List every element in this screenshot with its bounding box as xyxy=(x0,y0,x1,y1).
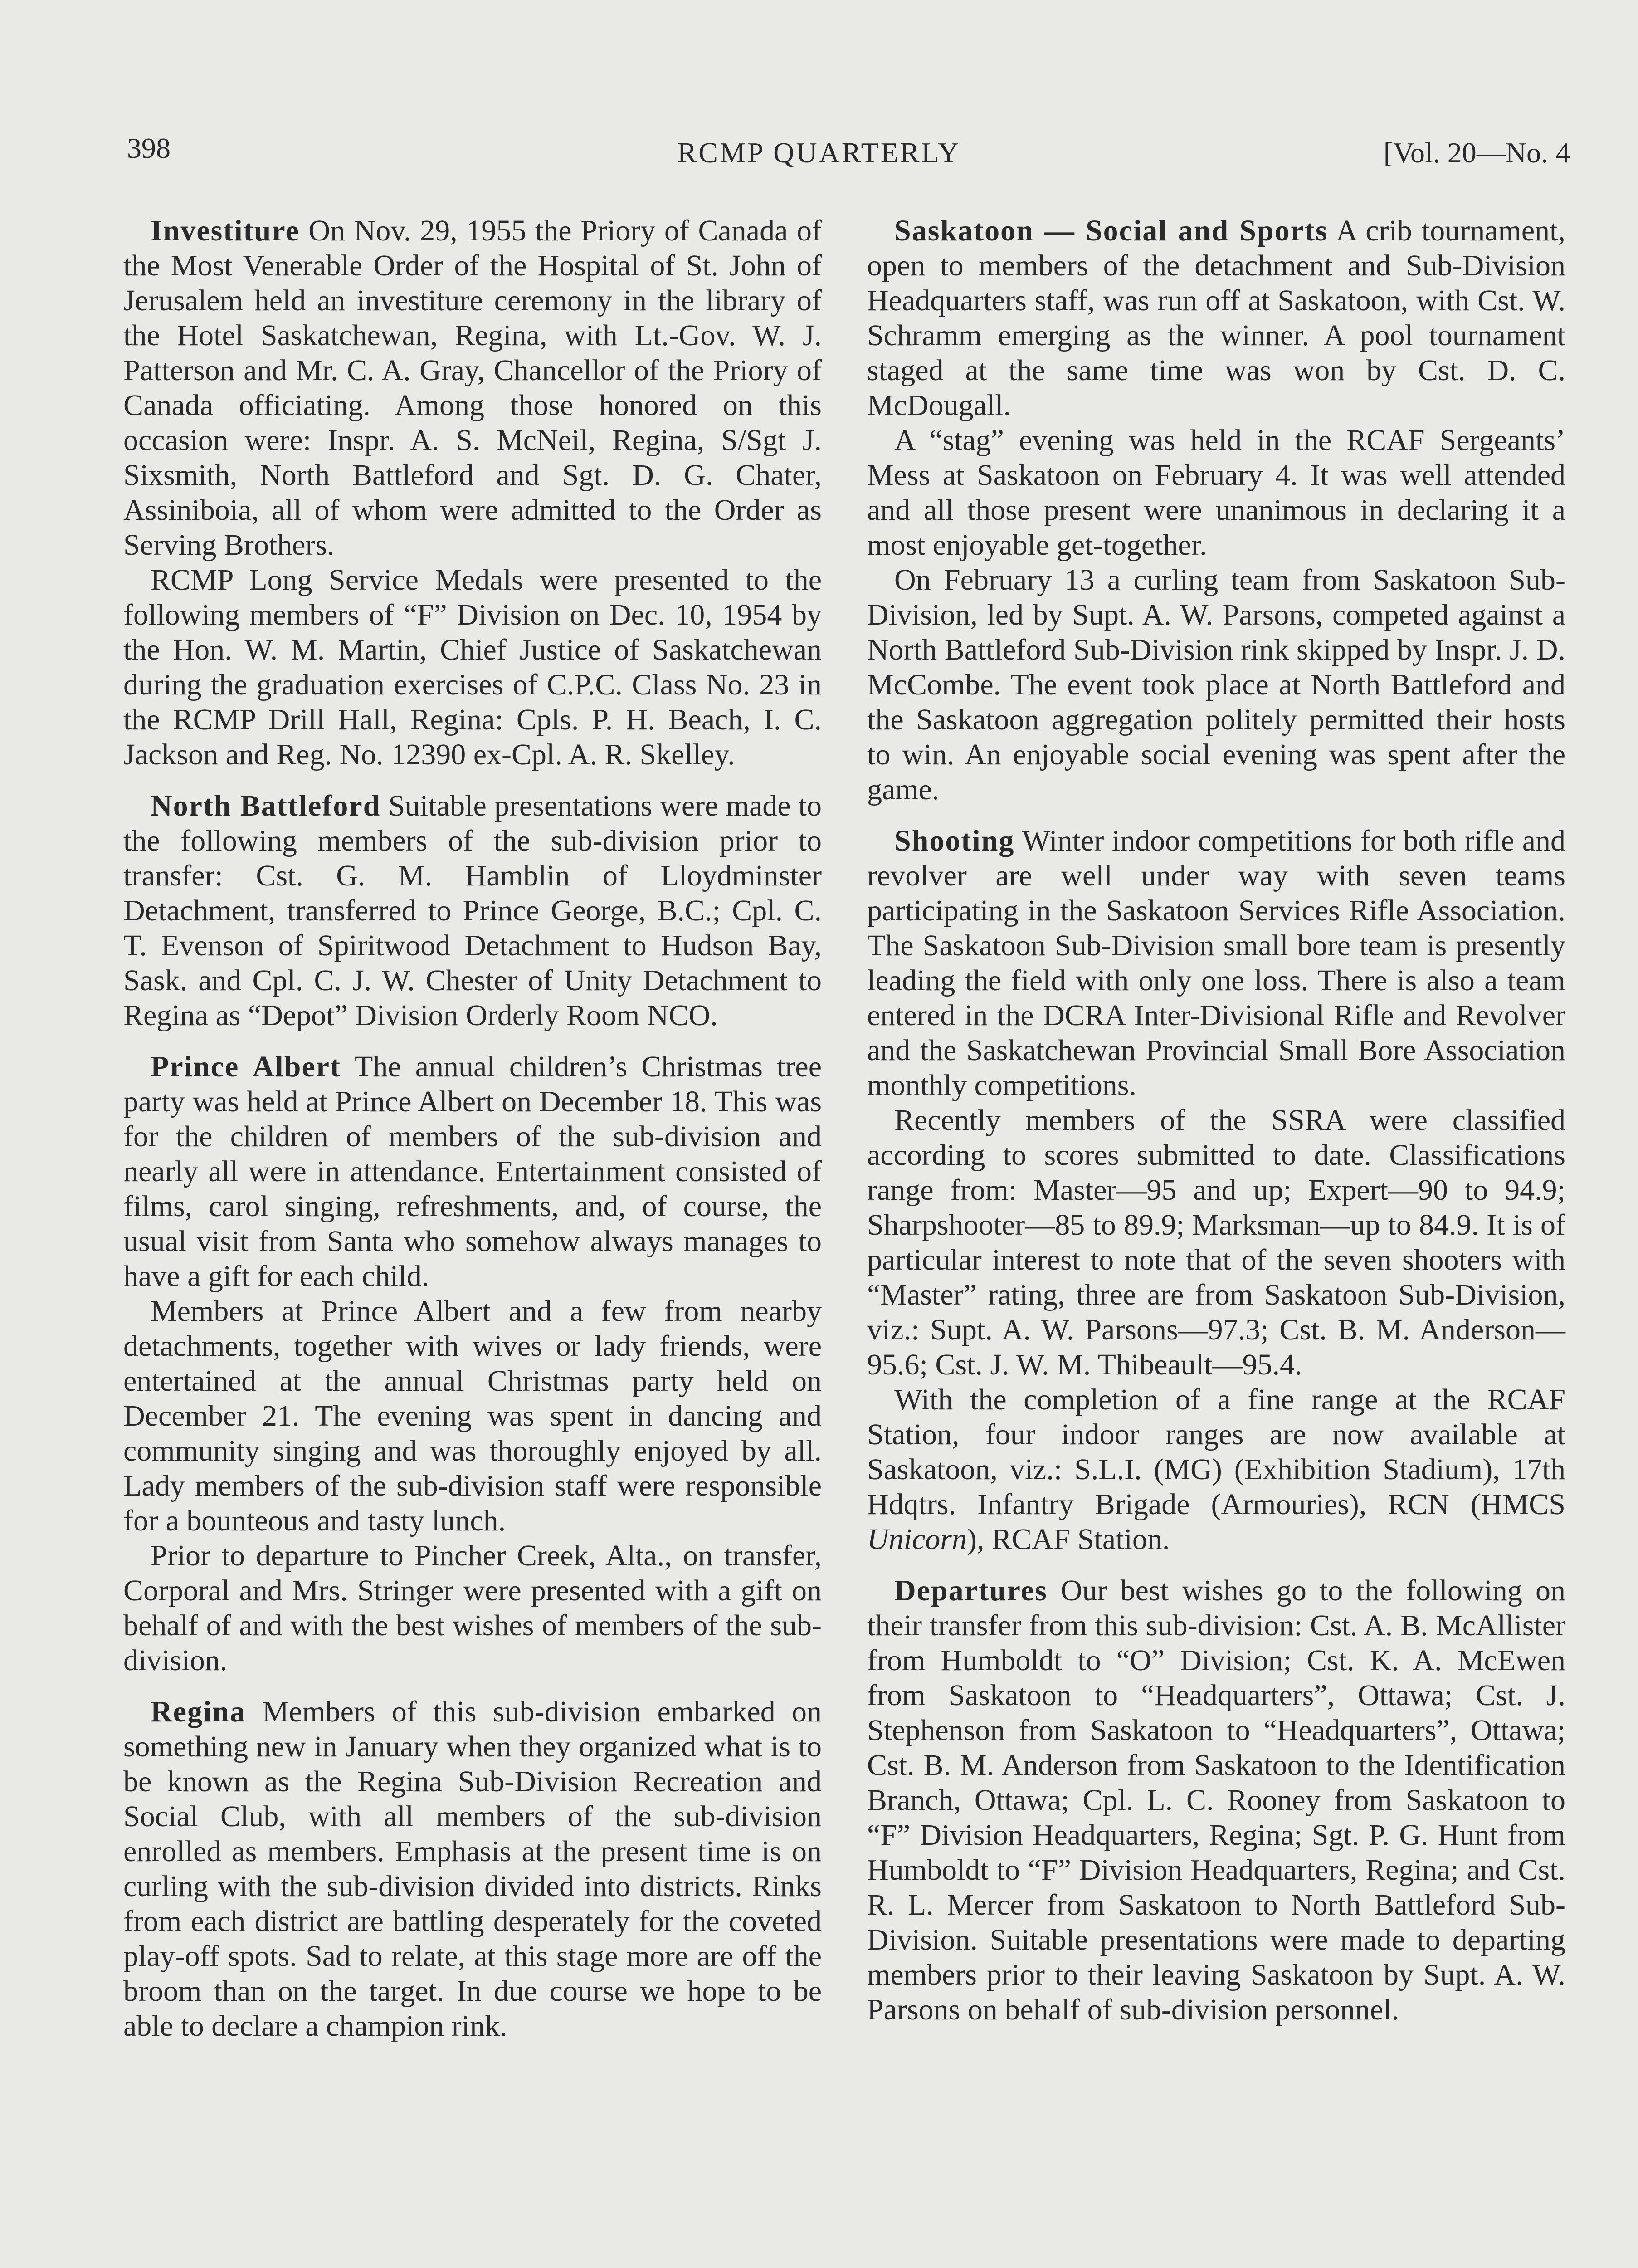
paragraph xyxy=(123,562,822,772)
paragraph-text: Members at Prince Albert and a few from nearby detachments, together with wives or lady friends, were entertained at the annual Christmas party held on December 21. The evening was spent in dancing and community singing and was thoroughly enjoyed by all. Lady members of the sub-division staff were responsible for a bounteous and tasty lunch. xyxy=(123,1295,822,1537)
paragraph xyxy=(867,1382,1565,1557)
paragraph-text: Recently members of the SSRA were classified according to scores submitted to date. Classifications range from: Master—95 and up; Expert—90 to 94.9; Sharpshooter—85 to 89.9; Marksman—up to 84.9. It is of particular interest to note that of the seven shooters with “Master” rating, three are from Saskatoon Sub-Division, viz.: Supt. A. W. Parsons—97.3; Cst. B. M. Anderson—95.6; Cst. J. W. M. Thibeault—95.4. xyxy=(867,1104,1565,1381)
section-heading: Departures xyxy=(894,1574,1048,1607)
section-heading: Investiture xyxy=(151,214,300,247)
paragraph xyxy=(123,1294,822,1538)
paragraph xyxy=(867,562,1565,807)
section-heading: Shooting xyxy=(894,824,1015,857)
paragraph-text: On February 13 a curling team from Saskatoon Sub-Division, led by Supt. A. W. Parsons, competed against a North Battleford Sub-Division rink skipped by Inspr. J. D. McCombe. The event took place at North Battleford and the Saskatoon aggregation politely permitted their hosts to win. An enjoyable social evening was spent after the game. xyxy=(867,563,1565,806)
paragraph-text: A “stag” evening was held in the RCAF Sergeants’ Mess at Saskatoon on February 4. It was well attended and all those present were unanimous in declaring it a most enjoyable get-together. xyxy=(867,424,1565,562)
italic-text: Unicorn xyxy=(867,1523,967,1556)
right-column xyxy=(867,213,1565,2027)
paragraph-text: A crib tournament, open to members of the detachment and Sub-Division Headquarters staff, was run off at Saskatoon, with Cst. W. Schramm emerging as the winner. A pool tournament staged at the same time was won by Cst. D. C. McDougall. xyxy=(867,214,1565,422)
paragraph-text: RCMP Long Service Medals were presented to the following members of “F” Division on Dec. 10, 1954 by the Hon. W. M. Martin, Chief Justice of Saskatchewan during the graduation exercises of C.P.C. Class No. 23 in the RCMP Drill Hall, Regina: Cpls. P. H. Beach, I. C. Jackson and Reg. No. 12390 ex-Cpl. A. R. Skelley. xyxy=(123,563,822,771)
volume-label: [Vol. 20—No. 4 xyxy=(1383,137,1570,169)
running-title: RCMP QUARTERLY xyxy=(677,137,961,169)
paragraph xyxy=(123,1694,822,2043)
paragraph-text: With the completion of a fine range at the RCAF Station, four indoor ranges are now available at Saskatoon, viz.: S.L.I. (MG) (Exhibition Stadium), 17th Hdqtrs. Infantry Brigade (Armouries), RCN (HMCS xyxy=(867,1383,1565,1521)
paragraph-text: On Nov. 29, 1955 the Priory of Canada of the Most Venerable Order of the Hospital of St. John of Jerusalem held an investiture ceremony in the library of the Hotel Saskatchewan, Regina, with Lt.-Gov. W. J. Patterson and Mr. C. A. Gray, Chancellor of the Priory of Canada officiating. Among those honored on this occasion were: Inspr. A. S. McNeil, Regina, S/Sgt J. Sixsmith, North Battleford and Sgt. D. G. Chater, Assiniboia, all of whom were admitted to the Order as Serving Brothers. xyxy=(123,214,822,562)
paragraph xyxy=(123,1049,822,1294)
paragraph xyxy=(867,823,1565,1103)
paragraph-text-tail: ), RCAF Station. xyxy=(966,1523,1170,1556)
left-column xyxy=(123,213,822,2043)
section-heading: Prince Albert xyxy=(151,1050,341,1083)
paragraph xyxy=(123,788,822,1033)
section-heading: North Battleford xyxy=(151,789,381,822)
paragraph-text: The annual children’s Christmas tree party was held at Prince Albert on December 18. This was for the children of members of the sub-division and nearly all were in attendance. Entertainment consisted of films, carol singing, refreshments, and, of course, the usual visit from Santa who somehow always manages to have a gift for each child. xyxy=(123,1050,822,1293)
paragraph-text: Members of this sub-division embarked on something new in January when they organized what is to be known as the Regina Sub-Division Recreation and Social Club, with all members of the sub-division enrolled as members. Emphasis at the present time is on curling with the sub-division divided into districts. Rinks from each district are battling desperately for the coveted play-off spots. Sad to relate, at this stage more are off the broom than on the target. In due course we hope to be able to declare a champion rink. xyxy=(123,1695,822,2043)
paragraph xyxy=(867,423,1565,562)
page-header xyxy=(0,132,1638,172)
paragraph xyxy=(123,1538,822,1678)
paragraph-text: Prior to departure to Pincher Creek, Alta., on transfer, Corporal and Mrs. Stringer were presented with a gift on behalf of and with the best wishes of members of the sub-division. xyxy=(123,1539,822,1677)
section-heading: Regina xyxy=(151,1695,246,1728)
paragraph xyxy=(867,213,1565,423)
page-number: 398 xyxy=(127,132,171,164)
paragraph-text: Winter indoor competitions for both rifle and revolver are well under way with seven teams participating in the Saskatoon Services Rifle Association. The Saskatoon Sub-Division small bore team is presently leading the field with only one loss. There is also a team entered in the DCRA Inter-Divisional Rifle and Revolver and the Saskatchewan Provincial Small Bore Association monthly competitions. xyxy=(867,824,1565,1102)
section-heading: Saskatoon — Social and Sports xyxy=(894,214,1328,247)
paragraph-text: Suitable presentations were made to the following members of the sub-division prior to transfer: Cst. G. M. Hamblin of Lloydminster Detachment, transferred to Prince George, B.C.; Cpl. C. T. Evenson of Spiritwood Detachment to Hudson Bay, Sask. and Cpl. C. J. W. Chester of Unity Detachment to Regina as “Depot” Division Orderly Room NCO. xyxy=(123,789,822,1032)
paragraph xyxy=(867,1573,1565,2027)
paragraph xyxy=(867,1103,1565,1382)
paragraph xyxy=(123,213,822,562)
paragraph-text: Our best wishes go to the following on their transfer from this sub-division: Cst. A. B. McAllister from Humboldt to “O” Division; Cst. K. A. McEwen from Saskatoon to “Headquarters”, Ottawa; Cst. J. Stephenson from Saskatoon to “Headquarters”, Ottawa; Cst. B. M. Anderson from Saskatoon to the Identification Branch, Ottawa; Cpl. L. C. Rooney from Saskatoon to “F” Division Headquarters, Regina; Sgt. P. G. Hunt from Humboldt to “F” Division Headquarters, Regina; and Cst. R. L. Mercer from Saskatoon to North Battleford Sub-Division. Suitable presentations were made to departing members prior to their leaving Saskatoon by Supt. A. W. Parsons on behalf of sub-division personnel. xyxy=(867,1574,1565,2026)
